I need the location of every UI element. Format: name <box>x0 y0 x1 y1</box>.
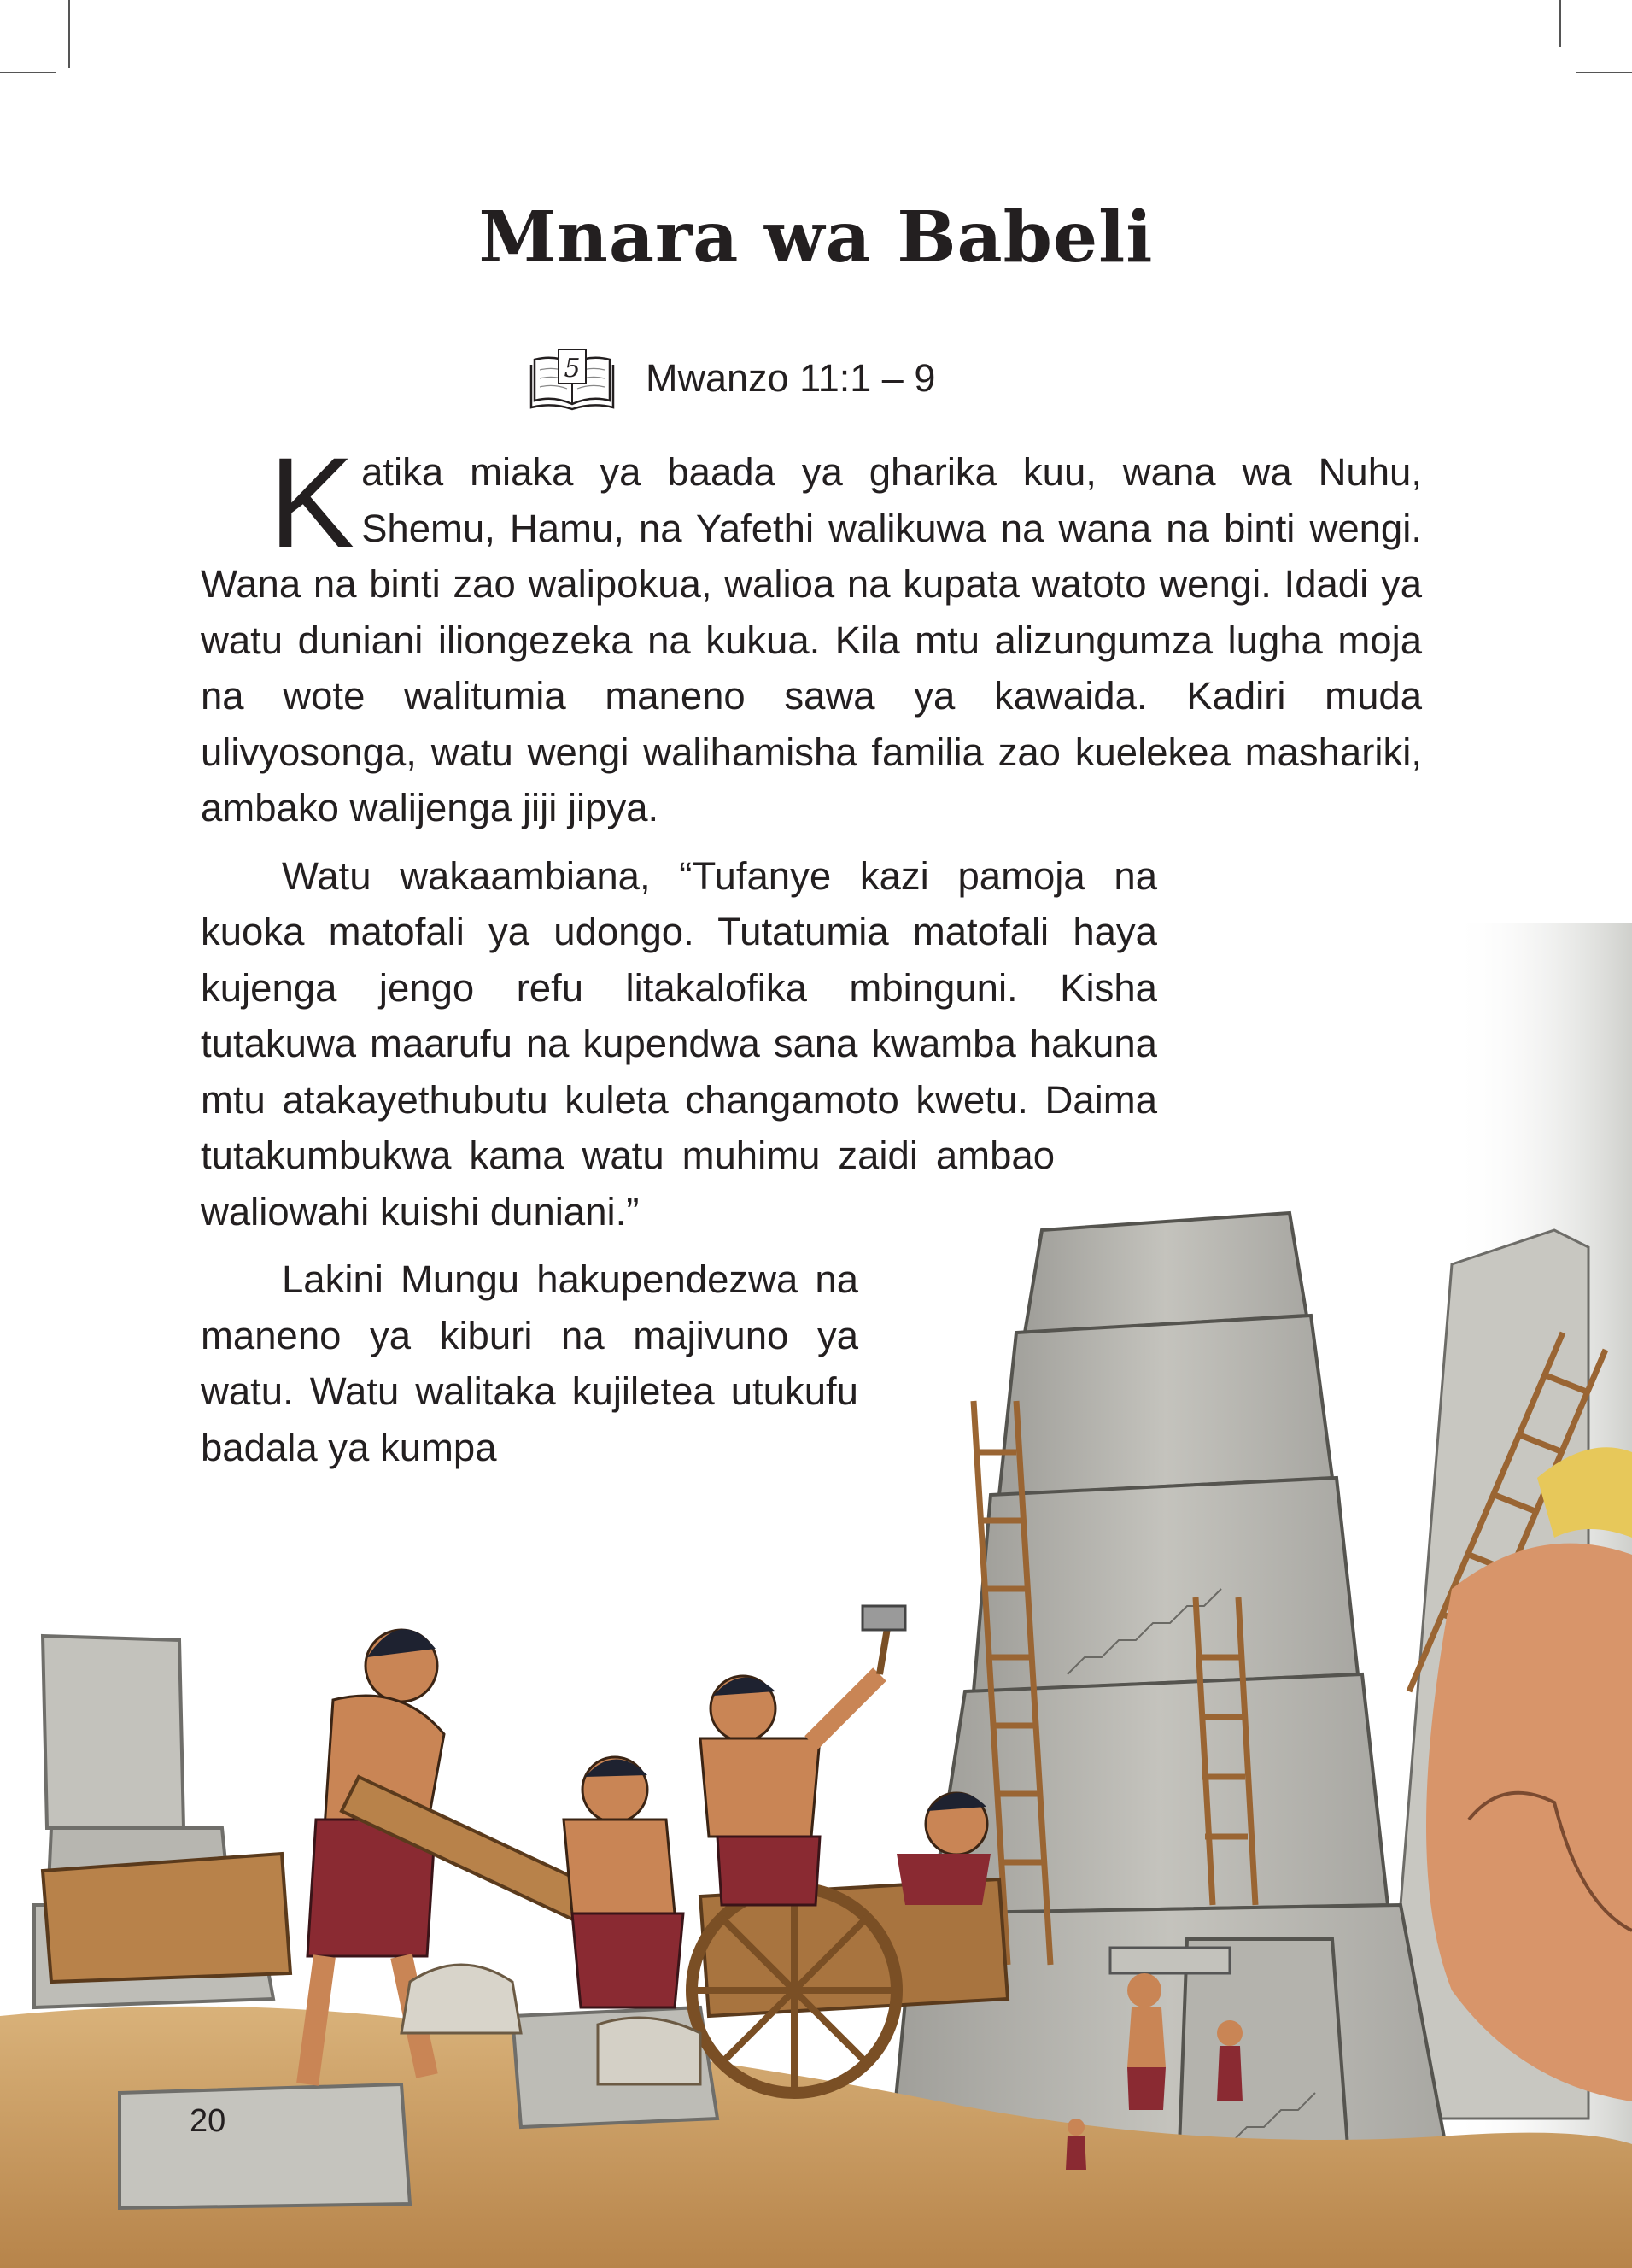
crop-mark <box>1559 0 1561 47</box>
crop-mark <box>1576 72 1632 73</box>
paragraph-3-text: Lakini Mungu hakupendezwa na maneno ya kiburi na majivuno ya watu. Watu walitaka kujiletea utukufu badala ya kumpa <box>201 1257 858 1469</box>
paragraph-1-text: atika miaka ya baada ya gharika kuu, wana wa Nuhu, Shemu, Hamu, na Yafethi walikuwa na wana na binti wengi. Wana na binti zao walipokua, walioa na kupata watoto wengi. Idadi ya watu duniani iliongezeka na kukua. Kila mtu alizungumza lugha moja na wote walitumia maneno sawa ya kawaida. Kadiri muda ulivyosonga, watu wengi walihamisha familia zao kuelekea mashariki, ambako walijenga jiji jipya. <box>201 450 1422 829</box>
open-book-icon <box>529 344 615 413</box>
crop-mark <box>0 72 56 73</box>
tower-construction-illustration <box>0 923 1632 2268</box>
page-number: 20 <box>190 2103 226 2139</box>
drop-cap: K <box>269 431 355 574</box>
tower <box>888 1213 1452 2178</box>
paragraph-1 <box>201 431 1422 836</box>
paragraph-2-text: Watu wakaambiana, “Tufanye kazi pamoja na kuoka matofali ya udongo. Tutatumia matofali haya kujenga jengo refu litakalofika mbinguni. Kisha tutakuwa maarufu na kupendwa sana kwamba hakuna mtu atakayethubutu kuleta changamoto kwetu. Daima tutakumbukwa kama watu muhimu zaidi ambao waliowahi kuishi duniani.” <box>201 853 1157 1234</box>
page-title: Mnara wa Babeli <box>478 196 1154 278</box>
crop-mark <box>68 0 70 68</box>
chapter-badge: 5 <box>564 354 581 384</box>
scripture-reference <box>529 340 935 417</box>
plank-stack <box>43 1854 290 1982</box>
reference-text: Mwanzo 11:1 – 9 <box>646 356 936 400</box>
